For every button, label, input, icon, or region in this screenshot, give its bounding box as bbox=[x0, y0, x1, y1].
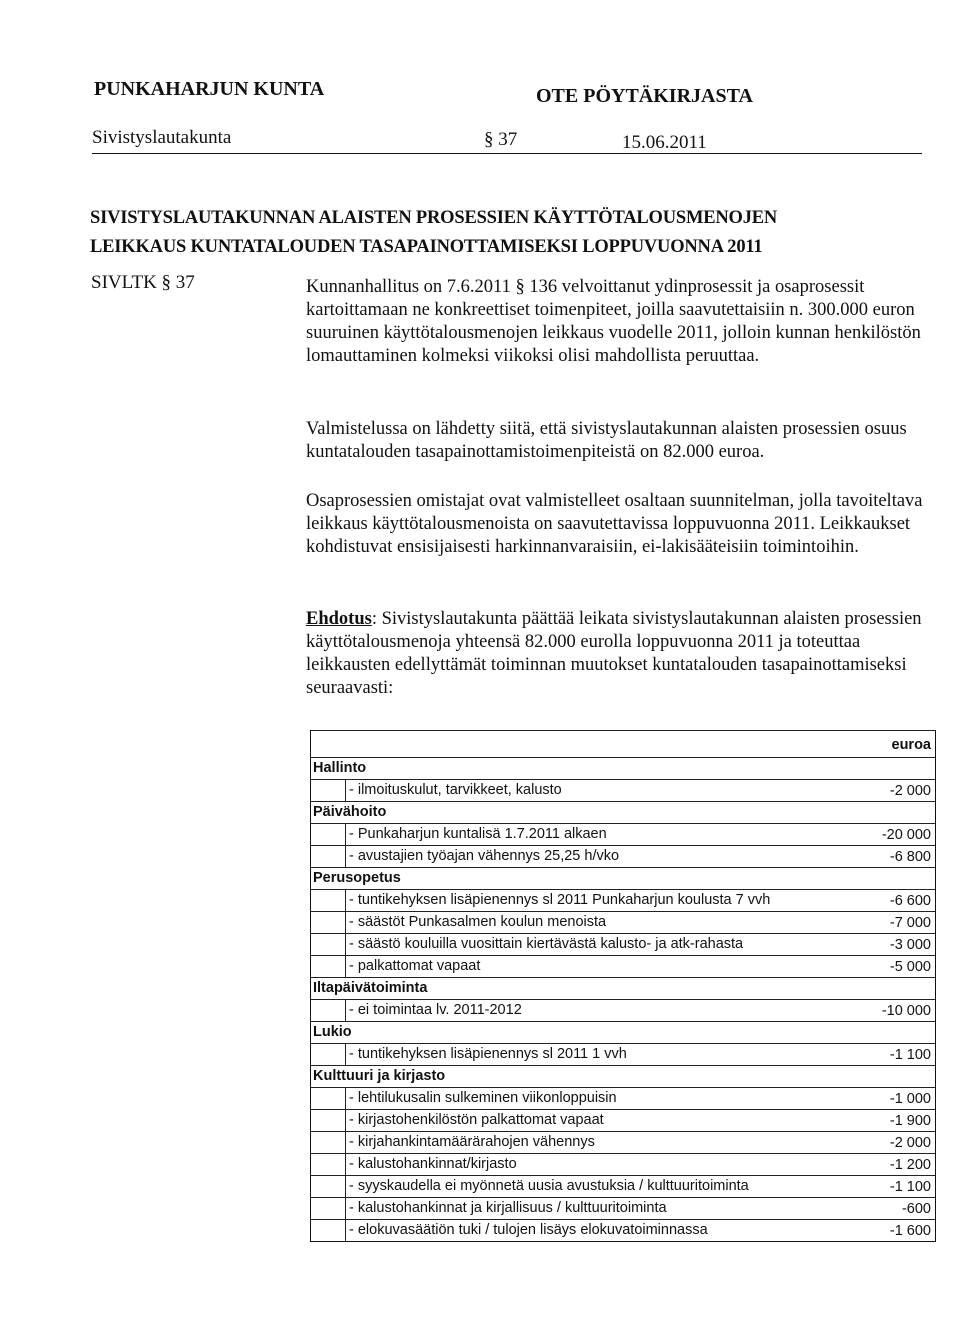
section-header-row bbox=[311, 1065, 935, 1087]
table-row bbox=[311, 933, 935, 955]
table-row bbox=[311, 1219, 935, 1241]
row-divider bbox=[345, 824, 346, 845]
section-label: Päivähoito bbox=[313, 804, 387, 820]
section-label: Lukio bbox=[313, 1024, 352, 1040]
row-divider bbox=[345, 1154, 346, 1175]
item-amount: -5 000 bbox=[889, 959, 931, 975]
item-description: - ilmoituskulut, tarvikkeet, kalusto bbox=[349, 782, 562, 798]
table-row bbox=[311, 1131, 935, 1153]
board-name: Sivistyslautakunta bbox=[92, 127, 232, 148]
section-header-row bbox=[311, 977, 935, 999]
section-label: Kulttuuri ja kirjasto bbox=[313, 1068, 446, 1084]
item-amount: -10 000 bbox=[881, 1003, 931, 1019]
item-amount: -1 200 bbox=[889, 1157, 931, 1173]
item-description: - lehtilukusalin sulkeminen viikonloppuisin bbox=[349, 1090, 617, 1106]
proposal-lead: Ehdotus bbox=[306, 609, 372, 629]
table-row bbox=[311, 889, 935, 911]
item-amount: -1 900 bbox=[889, 1113, 931, 1129]
item-amount: -20 000 bbox=[881, 827, 931, 843]
item-amount: -2 000 bbox=[889, 783, 931, 799]
item-description: - tuntikehyksen lisäpienennys sl 2011 1 vvh bbox=[349, 1046, 627, 1062]
meeting-header bbox=[92, 127, 922, 154]
row-divider bbox=[345, 1220, 346, 1241]
document-title bbox=[90, 204, 777, 262]
organization-name: PUNKAHARJUN KUNTA bbox=[94, 78, 325, 100]
proposal-body: : Sivistyslautakunta päättää leikata sivistyslautakunnan alaisten prosessien käyttötalousmenoja yhteensä 82.000 eurolla loppuvuonna 2011 ja toteuttaa leikkausten edellyttämät toiminnan muutokset kuntatalouden tasapainottamiseksi seuraavasti: bbox=[306, 609, 922, 698]
item-description: - kirjahankintamäärärahojen vähennys bbox=[349, 1134, 595, 1150]
table-row bbox=[311, 999, 935, 1021]
section-header-row bbox=[311, 867, 935, 889]
paragraph-preparation: Valmistelussa on lähdetty siitä, että sivistyslautakunnan alaisten prosessien osuus kuntatalouden tasapainottamistoimenpiteistä on 82.000 euroa. bbox=[306, 419, 907, 462]
table-row bbox=[311, 823, 935, 845]
paragraph-proposal bbox=[306, 608, 926, 700]
table-row bbox=[311, 1153, 935, 1175]
row-divider bbox=[345, 912, 346, 933]
table-row bbox=[311, 1197, 935, 1219]
item-description: - säästöt Punkasalmen koulun menoista bbox=[349, 914, 607, 930]
section-header-row bbox=[311, 801, 935, 823]
table-row bbox=[311, 1175, 935, 1197]
table-header-row bbox=[311, 730, 935, 757]
item-amount: -1 600 bbox=[889, 1223, 931, 1239]
document-type: OTE PÖYTÄKIRJASTA bbox=[536, 85, 753, 107]
item-amount: -600 bbox=[901, 1201, 931, 1217]
table-row bbox=[311, 1087, 935, 1109]
unit-label: euroa bbox=[891, 737, 931, 753]
budget-cuts-table bbox=[310, 730, 936, 1242]
item-description: - tuntikehyksen lisäpienennys sl 2011 Punkaharjun koulusta 7 vvh bbox=[349, 892, 771, 908]
row-divider bbox=[345, 1000, 346, 1021]
table-row bbox=[311, 1109, 935, 1131]
paragraph-plan: Osaprosessien omistajat ovat valmistelleet osaltaan suunnitelman, jolla tavoiteltava leikkaus käyttötalousmenoista on saavutettavissa loppuvuonna 2011. Leikkaukset kohdistuvat ensisijaisesti harkinnanvaraisiin, ei-lakisääteisiin toimintoihin. bbox=[306, 491, 923, 557]
row-divider bbox=[345, 1110, 346, 1131]
row-divider bbox=[345, 956, 346, 977]
item-description: - elokuvasäätiön tuki / tulojen lisäys elokuvatoiminnassa bbox=[349, 1222, 708, 1238]
item-description: - syyskaudella ei myönnetä uusia avustuksia / kulttuuritoiminta bbox=[349, 1178, 749, 1194]
item-description: - avustajien työajan vähennys 25,25 h/vko bbox=[349, 848, 620, 864]
paragraph-background: Kunnanhallitus on 7.6.2011 § 136 velvoittanut ydinprosessit ja osaprosessit kartoittamaan ne konkreettiset toimenpiteet, joilla saavutettaisiin n. 300.000 euron suuruinen käyttötalousmenojen leikkaus vuodelle 2011, jolloin kunnan henkilöstön lomauttaminen kolmeksi viikoksi olisi mahdollista peruuttaa. bbox=[306, 277, 921, 366]
item-amount: -3 000 bbox=[889, 937, 931, 953]
table-row bbox=[311, 845, 935, 867]
section-label: Perusopetus bbox=[313, 870, 401, 886]
item-description: - kalustohankinnat/kirjasto bbox=[349, 1156, 517, 1172]
row-divider bbox=[345, 1176, 346, 1197]
item-amount: -1 100 bbox=[889, 1179, 931, 1195]
row-divider bbox=[345, 934, 346, 955]
section-number: § 37 bbox=[484, 129, 518, 150]
row-divider bbox=[345, 890, 346, 911]
section-header-row bbox=[311, 757, 935, 779]
item-description: - Punkaharjun kuntalisä 1.7.2011 alkaen bbox=[349, 826, 607, 842]
item-amount: -1 000 bbox=[889, 1091, 931, 1107]
item-description: - ei toimintaa lv. 2011-2012 bbox=[349, 1002, 522, 1018]
table-row bbox=[311, 779, 935, 801]
row-divider bbox=[345, 1198, 346, 1219]
meeting-date: 15.06.2011 bbox=[622, 132, 707, 153]
title-line-2: LEIKKAUS KUNTATALOUDEN TASAPAINOTTAMISEKSI LOPPUVUONNA 2011 bbox=[90, 237, 763, 257]
table-row bbox=[311, 911, 935, 933]
item-amount: -2 000 bbox=[889, 1135, 931, 1151]
row-divider bbox=[345, 846, 346, 867]
item-description: - palkattomat vapaat bbox=[349, 958, 481, 974]
item-amount: -7 000 bbox=[889, 915, 931, 931]
item-amount: -1 100 bbox=[889, 1047, 931, 1063]
table-row bbox=[311, 1043, 935, 1065]
row-divider bbox=[345, 1132, 346, 1153]
row-divider bbox=[345, 780, 346, 801]
section-reference: SIVLTK § 37 bbox=[91, 272, 195, 293]
row-divider bbox=[345, 1088, 346, 1109]
item-amount: -6 800 bbox=[889, 849, 931, 865]
table-row bbox=[311, 955, 935, 977]
title-line-1: SIVISTYSLAUTAKUNNAN ALAISTEN PROSESSIEN KÄYTTÖTALOUSMENOJEN bbox=[90, 208, 778, 228]
item-amount: -6 600 bbox=[889, 893, 931, 909]
section-label: Iltapäivätoiminta bbox=[313, 980, 428, 996]
section-label: Hallinto bbox=[313, 760, 367, 776]
item-description: - kalustohankinnat ja kirjallisuus / kulttuuritoiminta bbox=[349, 1200, 667, 1216]
item-description: - kirjastohenkilöstön palkattomat vapaat bbox=[349, 1112, 604, 1128]
section-header-row bbox=[311, 1021, 935, 1043]
item-description: - säästö kouluilla vuosittain kiertävästä kalusto- ja atk-rahasta bbox=[349, 936, 744, 952]
row-divider bbox=[345, 1044, 346, 1065]
